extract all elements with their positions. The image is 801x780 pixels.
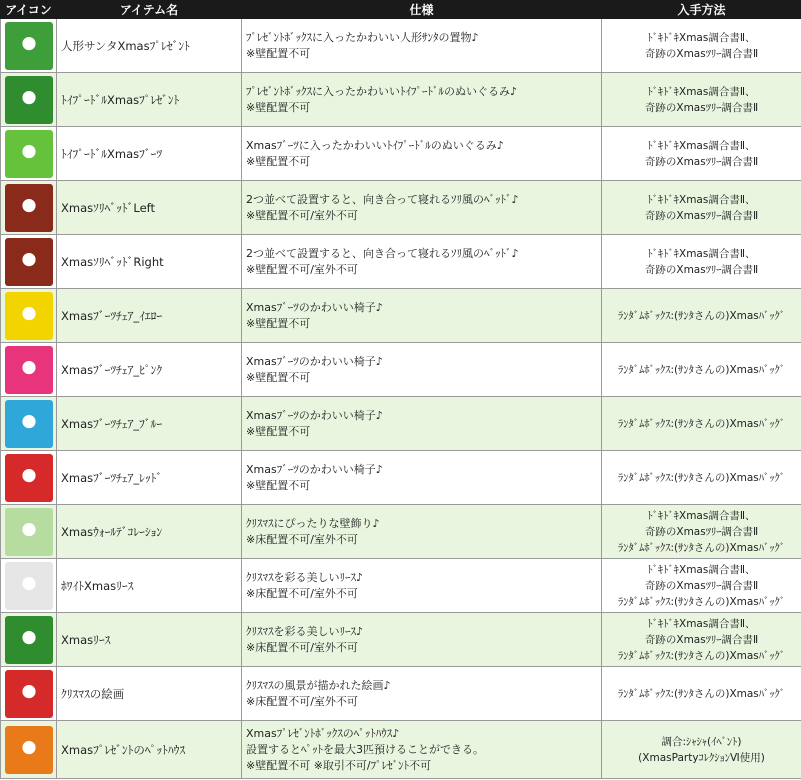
item-spec [242,289,602,343]
spec-line: 2つ並べて設置すると、向き合って寝れるｿﾘ風のﾍﾞｯﾄﾞ♪ [246,246,519,260]
christmas-painting-icon [5,670,53,718]
item-name: ﾄｲﾌﾟｰﾄﾞﾙXmasﾌﾞｰﾂ [57,127,242,181]
header-name: アイテム名 [57,1,242,19]
table-row [1,451,801,505]
item-spec [242,19,602,73]
item-method [602,721,801,779]
spec-line: ﾌﾟﾚｾﾞﾝﾄﾎﾞｯｸｽに入ったかわいい人形ｻﾝﾀの置物♪ [246,30,479,44]
spec-line: ※壁配置不可/室外不可 [246,262,358,276]
item-name: Xmasﾌﾞｰﾂﾁｪｱ_ﾌﾞﾙｰ [57,397,242,451]
header-method: 入手方法 [602,1,801,19]
santa-doll-present-icon [5,22,53,70]
item-name: ｸﾘｽﾏｽの絵画 [57,667,242,721]
method-line: ﾄﾞｷﾄﾞｷXmas調合書Ⅱ、 [647,85,756,98]
table-row [1,613,801,667]
icon-cell [1,127,57,181]
header-spec: 仕様 [242,1,602,19]
spec-line: 2つ並べて設置すると、向き合って寝れるｿﾘ風のﾍﾞｯﾄﾞ♪ [246,192,519,206]
icon-cell [1,613,57,667]
item-spec [242,505,602,559]
icon-cell [1,235,57,289]
table-row [1,181,801,235]
method-line: 奇跡のXmasﾂﾘｰ調合書Ⅱ [644,525,759,538]
item-spec [242,613,602,667]
table-row [1,559,801,613]
item-name: XmasｿﾘﾍﾞｯﾄﾞRight [57,235,242,289]
item-method [602,235,801,289]
spec-line: ﾌﾟﾚｾﾞﾝﾄﾎﾞｯｸｽに入ったかわいいﾄｲﾌﾟｰﾄﾞﾙのぬいぐるみ♪ [246,84,518,98]
item-spec [242,127,602,181]
icon-cell [1,667,57,721]
method-line: ﾄﾞｷﾄﾞｷXmas調合書Ⅱ、 [647,247,756,260]
spec-line: Xmasﾌﾞｰﾂに入ったかわいいﾄｲﾌﾟｰﾄﾞﾙのぬいぐるみ♪ [246,138,504,152]
item-name: Xmasﾌﾞｰﾂﾁｪｱ_ﾋﾟﾝｸ [57,343,242,397]
method-line: ﾄﾞｷﾄﾞｷXmas調合書Ⅱ、 [647,193,756,206]
table-row [1,397,801,451]
table-row [1,289,801,343]
spec-line: Xmasﾌﾟﾚｾﾞﾝﾄﾎﾞｯｸｽのﾍﾟｯﾄﾊｳｽ♪ [246,726,400,740]
icon-cell [1,721,57,779]
method-line: ﾄﾞｷﾄﾞｷXmas調合書Ⅱ、 [647,509,756,522]
icon-cell [1,73,57,127]
table-row [1,127,801,181]
item-method [602,289,801,343]
item-spec [242,667,602,721]
icon-cell [1,289,57,343]
method-line: 奇跡のXmasﾂﾘｰ調合書Ⅱ [644,101,759,114]
table-row [1,235,801,289]
spec-line: Xmasﾌﾞｰﾂのかわいい椅子♪ [246,300,383,314]
spec-line: ※床配置不可/室外不可 [246,586,358,600]
item-name: Xmasﾌﾟﾚｾﾞﾝﾄのﾍﾟｯﾄﾊｳｽ [57,721,242,779]
method-line: ﾄﾞｷﾄﾞｷXmas調合書Ⅱ、 [647,563,756,576]
table-row [1,343,801,397]
method-line: (XmasPartyｺﾚｸｼｮﾝⅥ使用) [638,751,765,764]
table-row [1,667,801,721]
item-spec [242,235,602,289]
wreath-icon [5,616,53,664]
method-line: 奇跡のXmasﾂﾘｰ調合書Ⅱ [644,263,759,276]
spec-line: ｸﾘｽﾏｽを彩る美しいﾘｰｽ♪ [246,570,364,584]
toy-poodle-present-icon [5,76,53,124]
icon-cell [1,451,57,505]
method-line: 奇跡のXmasﾂﾘｰ調合書Ⅱ [644,47,759,60]
spec-line: ※壁配置不可/室外不可 [246,208,358,222]
item-method [602,19,801,73]
item-name: ﾄｲﾌﾟｰﾄﾞﾙXmasﾌﾟﾚｾﾞﾝﾄ [57,73,242,127]
icon-cell [1,505,57,559]
table-row [1,721,801,779]
spec-line: ｸﾘｽﾏｽの風景が描かれた絵画♪ [246,678,391,692]
method-line: ﾗﾝﾀﾞﾑﾎﾞｯｸｽ:(ｻﾝﾀさんの)Xmasﾊﾞｯｸﾞ [617,649,786,662]
method-line: 奇跡のXmasﾂﾘｰ調合書Ⅱ [644,155,759,168]
spec-line: ※壁配置不可 [246,154,311,168]
item-spec [242,343,602,397]
boot-chair-red-icon [5,454,53,502]
table-row [1,19,801,73]
item-name: Xmasﾘｰｽ [57,613,242,667]
item-method [602,181,801,235]
spec-line: ※壁配置不可 [246,100,311,114]
item-method [602,127,801,181]
method-line: ﾗﾝﾀﾞﾑﾎﾞｯｸｽ:(ｻﾝﾀさんの)Xmasﾊﾞｯｸﾞ [617,363,786,376]
header-icon: アイコン [1,1,57,19]
spec-line: ※床配置不可/室外不可 [246,532,358,546]
item-method [602,397,801,451]
item-name: Xmasｳｫｰﾙﾃﾞｺﾚｰｼｮﾝ [57,505,242,559]
spec-line: ※壁配置不可 [246,370,311,384]
item-name: Xmasﾌﾞｰﾂﾁｪｱ_ｲｴﾛｰ [57,289,242,343]
item-spec [242,73,602,127]
spec-line: 設置するとﾍﾟｯﾄを最大3匹預けることができる。 [246,742,484,756]
item-method [602,505,801,559]
wall-decoration-icon [5,508,53,556]
spec-line: ※壁配置不可 ※取引不可/ﾌﾟﾚｾﾞﾝﾄ不可 [246,758,432,772]
spec-line: Xmasﾌﾞｰﾂのかわいい椅子♪ [246,354,383,368]
item-name: ﾎﾜｲﾄXmasﾘｰｽ [57,559,242,613]
method-line: ﾗﾝﾀﾞﾑﾎﾞｯｸｽ:(ｻﾝﾀさんの)Xmasﾊﾞｯｸﾞ [617,541,786,554]
item-spec [242,451,602,505]
method-line: ﾗﾝﾀﾞﾑﾎﾞｯｸｽ:(ｻﾝﾀさんの)Xmasﾊﾞｯｸﾞ [617,595,786,608]
spec-line: Xmasﾌﾞｰﾂのかわいい椅子♪ [246,408,383,422]
method-line: ﾄﾞｷﾄﾞｷXmas調合書Ⅱ、 [647,617,756,630]
item-method [602,343,801,397]
method-line: ﾄﾞｷﾄﾞｷXmas調合書Ⅱ、 [647,31,756,44]
item-spec [242,397,602,451]
method-line: 調合:ｼｬｼｬ(ｲﾍﾞﾝﾄ) [661,735,742,748]
spec-line: ※床配置不可/室外不可 [246,640,358,654]
boot-chair-blue-icon [5,400,53,448]
icon-cell [1,181,57,235]
sleigh-bed-right-icon [5,238,53,286]
method-line: 奇跡のXmasﾂﾘｰ調合書Ⅱ [644,633,759,646]
item-name: 人形サンタXmasﾌﾟﾚｾﾞﾝﾄ [57,19,242,73]
header-row [1,1,801,19]
item-method [602,451,801,505]
method-line: 奇跡のXmasﾂﾘｰ調合書Ⅱ [644,209,759,222]
method-line: ﾄﾞｷﾄﾞｷXmas調合書Ⅱ、 [647,139,756,152]
toy-poodle-boots-icon [5,130,53,178]
spec-line: ※壁配置不可 [246,46,311,60]
method-line: ﾗﾝﾀﾞﾑﾎﾞｯｸｽ:(ｻﾝﾀさんの)Xmasﾊﾞｯｸﾞ [617,309,786,322]
item-name: XmasｿﾘﾍﾞｯﾄﾞLeft [57,181,242,235]
table-row [1,73,801,127]
item-method [602,613,801,667]
boot-chair-pink-icon [5,346,53,394]
method-line: ﾗﾝﾀﾞﾑﾎﾞｯｸｽ:(ｻﾝﾀさんの)Xmasﾊﾞｯｸﾞ [617,471,786,484]
spec-line: ※壁配置不可 [246,424,311,438]
method-line: 奇跡のXmasﾂﾘｰ調合書Ⅱ [644,579,759,592]
boot-chair-yellow-icon [5,292,53,340]
icon-cell [1,397,57,451]
white-wreath-icon [5,562,53,610]
spec-line: ※壁配置不可 [246,316,311,330]
spec-line: ｸﾘｽﾏｽを彩る美しいﾘｰｽ♪ [246,624,364,638]
item-method [602,73,801,127]
method-line: ﾗﾝﾀﾞﾑﾎﾞｯｸｽ:(ｻﾝﾀさんの)Xmasﾊﾞｯｸﾞ [617,687,786,700]
spec-line: ｸﾘｽﾏｽにぴったりな壁飾り♪ [246,516,380,530]
item-name: Xmasﾌﾞｰﾂﾁｪｱ_ﾚｯﾄﾞ [57,451,242,505]
icon-cell [1,343,57,397]
item-spec [242,181,602,235]
item-method [602,667,801,721]
icon-cell [1,19,57,73]
sleigh-bed-left-icon [5,184,53,232]
item-spec [242,559,602,613]
item-method [602,559,801,613]
table-row [1,505,801,559]
spec-line: ※床配置不可/室外不可 [246,694,358,708]
item-spec [242,721,602,779]
method-line: ﾗﾝﾀﾞﾑﾎﾞｯｸｽ:(ｻﾝﾀさんの)Xmasﾊﾞｯｸﾞ [617,417,786,430]
icon-cell [1,559,57,613]
spec-line: ※壁配置不可 [246,478,311,492]
spec-line: Xmasﾌﾞｰﾂのかわいい椅子♪ [246,462,383,476]
present-pet-house-icon [5,726,53,774]
